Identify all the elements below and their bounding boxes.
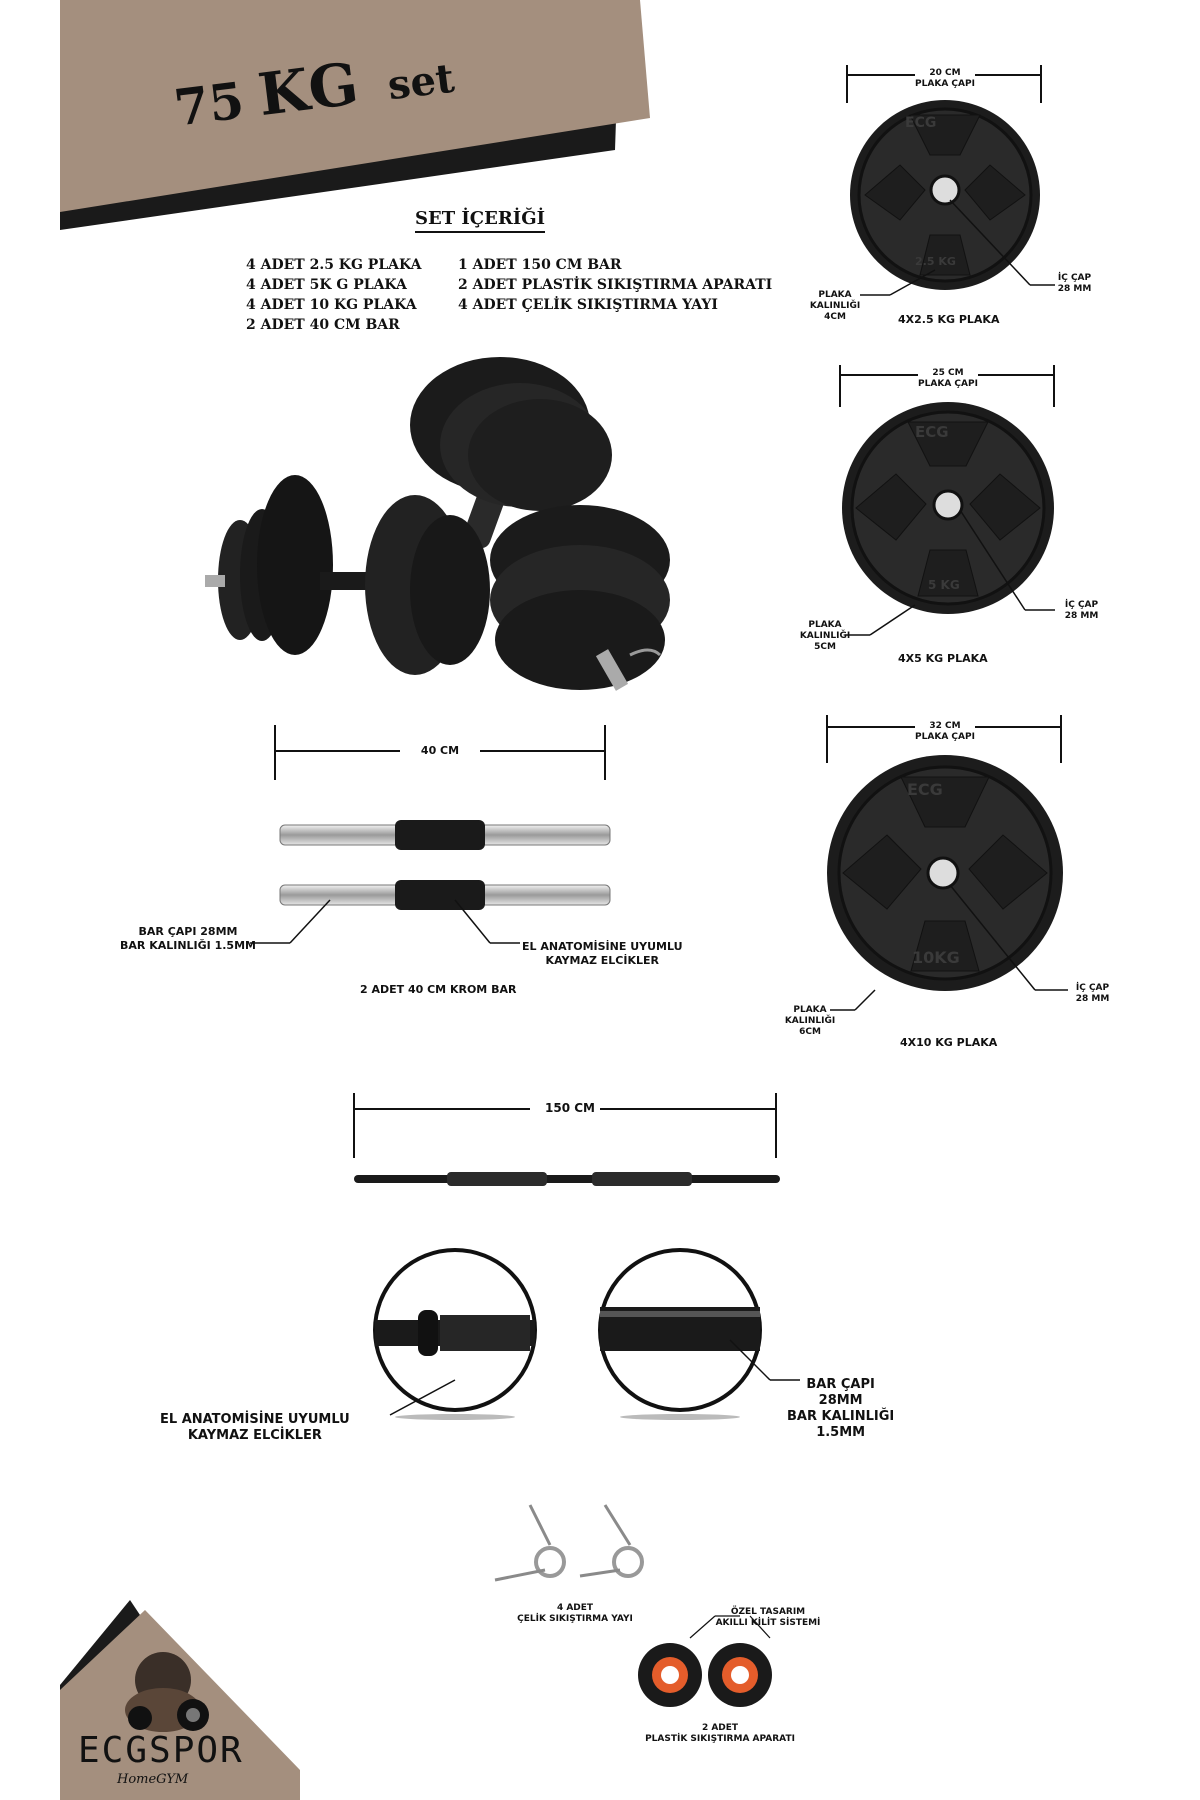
plate-1-leader-lines <box>820 195 1120 315</box>
logo-brand: ECGSPOR <box>78 1730 244 1771</box>
inner-line: 28 MM <box>1064 611 1099 621</box>
inner-line: 28 MM <box>1057 284 1092 294</box>
plate-1-caption: 4X2.5 KG PLAKA <box>898 313 1000 326</box>
plate-1-inner <box>1047 273 1102 295</box>
note-line: BAR ÇAPI <box>806 1377 875 1392</box>
plate-3-thickness: PLAKA KALINLIĞI 6CM <box>784 1005 836 1037</box>
dim-line: 25 CM <box>932 368 964 378</box>
plate-3-stamp: 10KG <box>912 948 960 967</box>
plate-3-inner <box>1065 983 1120 1005</box>
set-item: 4 ADET ÇELİK SIKIŞTIRMA YAYI <box>458 297 718 313</box>
set-item: 2 ADET PLASTİK SIKIŞTIRMA APARATI <box>458 277 773 293</box>
set-item: 4 ADET 10 KG PLAKA <box>246 297 417 313</box>
set-item: 1 ADET 150 CM BAR <box>458 257 622 273</box>
set-item: 2 ADET 40 CM BAR <box>246 317 400 333</box>
inner-line: 28 MM <box>1075 994 1110 1004</box>
dim-line: PLAKA ÇAPI <box>918 379 978 389</box>
note-line: AKILLI KİLİT SİSTEMİ <box>715 1618 821 1628</box>
note-line: EL ANATOMİSİNE UYUMLU <box>160 1412 350 1427</box>
dim-line: 20 CM <box>929 68 961 78</box>
set-item: 4 ADET 5K G PLAKA <box>246 277 407 293</box>
logo-mascot-icon <box>118 1640 218 1740</box>
inner-line: İÇ ÇAP <box>1064 600 1099 610</box>
set-item: 4 ADET 2.5 KG PLAKA <box>246 257 422 273</box>
long-bar-dim-label: 150 CM <box>545 1101 595 1115</box>
collar-caption <box>645 1723 795 1745</box>
plate-2-brand: ECG <box>915 423 949 441</box>
dim-line: PLAKA ÇAPI <box>915 732 975 742</box>
note-line: EL ANATOMİSİNE UYUMLU <box>522 940 683 953</box>
plate-2-stamp: 5 KG <box>928 578 960 592</box>
plate-1-thickness: PLAKA KALINLIĞI 4CM <box>809 290 861 322</box>
plate-1-brand: ECG <box>905 115 937 131</box>
plate-3-leader-lines <box>800 880 1100 1020</box>
plate-3-dim-label <box>900 721 990 743</box>
short-bar-left-note <box>120 925 256 953</box>
plate-2-caption: 4X5 KG PLAKA <box>898 652 988 665</box>
set-contents-heading: SET İÇERİĞİ <box>415 208 545 233</box>
lock-note <box>708 1607 828 1629</box>
note-line: KAYMAZ ELCİKLER <box>545 954 659 967</box>
zoom-left-note <box>160 1412 350 1444</box>
note-line: BAR KALINLIĞI 1.5MM <box>120 939 256 952</box>
plate-3-brand: ECG <box>907 780 943 799</box>
caption-line: ÇELİK SIKIŞTIRMA YAYI <box>517 1614 633 1624</box>
logo-tagline: HomeGYM <box>117 1772 189 1787</box>
note-line: KAYMAZ ELCİKLER <box>187 1428 322 1443</box>
plate-3-caption: 4X10 KG PLAKA <box>900 1036 998 1049</box>
dim-line: PLAKA ÇAPI <box>915 79 975 89</box>
plate-2-inner <box>1054 600 1109 622</box>
banner-unit: KG <box>254 49 363 130</box>
plate-2-leader-lines <box>810 505 1110 645</box>
banner-number: 75 <box>170 70 248 138</box>
spring-clips-image <box>490 1500 670 1610</box>
plate-1-dim-label <box>900 68 990 90</box>
plate-1-stamp: 2.5 KG <box>915 255 956 268</box>
note-line: 28MM <box>818 1393 863 1408</box>
caption-line: 4 ADET <box>556 1603 594 1613</box>
caption-line: 2 ADET <box>701 1723 739 1733</box>
banner-suffix: set <box>385 54 457 110</box>
zoom-right-note <box>787 1377 894 1441</box>
set-contents-left <box>246 255 422 335</box>
inner-line: İÇ ÇAP <box>1057 273 1092 283</box>
inner-line: İÇ ÇAP <box>1075 983 1110 993</box>
note-line: ÖZEL TASARIM <box>730 1607 806 1617</box>
long-bar-image <box>352 1170 792 1190</box>
note-line: BAR KALINLIĞI <box>787 1409 895 1424</box>
plate-2-thickness: PLAKA KALINLIĞI 5CM <box>799 620 851 652</box>
short-bar-right-note <box>522 940 683 968</box>
dim-line: 32 CM <box>929 721 961 731</box>
spring-caption <box>505 1603 645 1625</box>
caption-line: PLASTİK SIKIŞTIRMA APARATI <box>645 1734 795 1744</box>
short-bar-dim-label: 40 CM <box>420 744 460 757</box>
short-bar-caption: 2 ADET 40 CM KROM BAR <box>360 983 517 996</box>
dumbbell-pair-image <box>200 350 680 710</box>
note-line: BAR ÇAPI 28MM <box>138 925 238 938</box>
note-line: 1.5MM <box>816 1425 866 1440</box>
plate-2-dim-label <box>903 368 993 390</box>
set-contents-right <box>458 255 772 315</box>
